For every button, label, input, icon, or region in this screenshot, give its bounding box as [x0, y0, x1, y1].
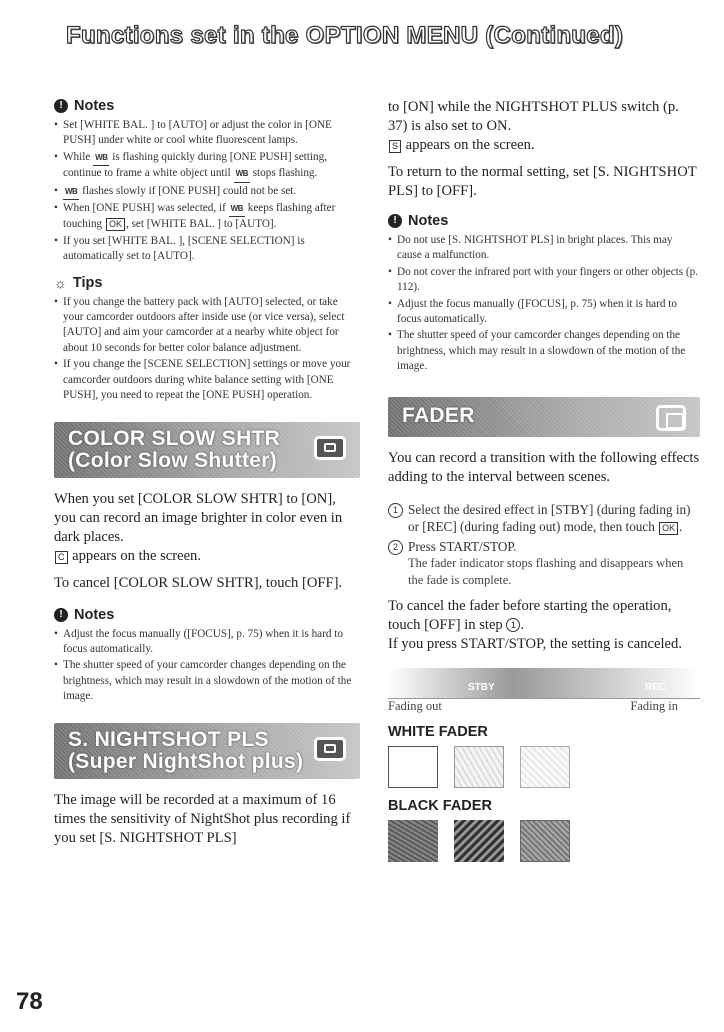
white-fader-title: WHITE FADER	[388, 724, 488, 741]
black-fader-thumb	[388, 820, 438, 862]
black-fader-title: BLACK FADER	[388, 798, 492, 815]
color-slow-shutter-banner: COLOR SLOW SHTR (Color Slow Shutter)	[54, 422, 360, 478]
super-nightshot-indicator-icon: S	[389, 140, 401, 153]
list-item: 2 Press START/STOP. The fader indicator stops flashing and disappears when the fade is complete.	[388, 538, 700, 590]
black-fader-thumbnails	[388, 820, 700, 862]
fader-cancel-startstop: If you press START/STOP, the setting is canceled.	[388, 636, 682, 653]
tips-heading: ☼ Tips	[54, 274, 103, 291]
list-item: • While WB is flashing quickly during [ONE PUSH] setting, continue to frame a white object until WB stops flashing.	[54, 150, 360, 183]
white-balance-icon: WB	[63, 184, 79, 200]
black-fader-thumb	[520, 820, 570, 862]
list-item: • If you set [WHITE BAL. ], [SCENE SELECTION] is automatically set to [AUTO].	[54, 234, 360, 265]
notes-icon: !	[388, 214, 402, 228]
rec-label: REC	[644, 682, 666, 694]
white-balance-icon: WB	[234, 166, 250, 182]
nightshot-description: The image will be recorded at a maximum of 16 times the sensitivity of NightShot plus recording if you set [S. NIGHTSHOT PLS]	[54, 791, 351, 846]
fader-steps	[388, 501, 700, 590]
notes-list	[388, 233, 700, 375]
list-item: • WB flashes slowly if [ONE PUSH] could not be set.	[54, 184, 360, 200]
color-slow-indicator-icon: C	[55, 551, 68, 564]
fading-out-label: Fading out	[388, 699, 442, 714]
page-number: 78	[16, 988, 43, 1015]
tips-list	[54, 295, 360, 404]
white-balance-icon: WB	[229, 201, 245, 217]
ok-button-icon: OK	[659, 522, 678, 535]
white-fader-thumb	[520, 746, 570, 788]
white-fader-thumb	[388, 746, 438, 788]
nightshot-return: To return to the normal setting, set [S. NIGHTSHOT PLS] to [OFF].	[388, 164, 697, 199]
notes-list	[54, 118, 360, 265]
notes-list	[54, 627, 360, 705]
list-item: • If you change the [SCENE SELECTION] settings or move your camcorder outdoors during white balance setting with [ONE PUSH], you need to repeat the [ONE PUSH] operation.	[54, 357, 360, 403]
white-balance-icon: WB	[93, 150, 109, 166]
nightshot-indicator-text: S appears on the screen.	[388, 136, 700, 155]
super-nightshot-banner: S. NIGHTSHOT PLS (Super NightShot plus)	[54, 723, 360, 779]
step-number: 2	[388, 540, 403, 555]
list-item: • Set [WHITE BAL. ] to [AUTO] or adjust the color in [ONE PUSH] under white or cool white fluorescent lamps.	[54, 118, 360, 149]
fader-icon	[656, 405, 686, 431]
fader-cancel: To cancel the fader before starting the operation, touch [OFF] in step 1 .	[388, 598, 672, 634]
white-fader-thumb	[454, 746, 504, 788]
black-fader-thumb	[454, 820, 504, 862]
camera-mode-icon	[314, 436, 346, 460]
step-number: 1	[506, 618, 520, 632]
ok-button-icon: OK	[106, 218, 125, 231]
notes-heading: ! Notes	[388, 213, 700, 229]
list-item: 1 Select the desired effect in [STBY] (during fading in) or [REC] (during fading out) mode, then touch OK .	[388, 501, 700, 536]
fading-in-label: Fading in	[630, 699, 678, 714]
page-header-title: Functions set in the OPTION MENU (Continued)	[66, 22, 624, 49]
nightshot-continued: to [ON] while the NIGHTSHOT PLUS switch (p. 37) is also set to ON.	[388, 99, 679, 134]
camera-mode-icon	[314, 737, 346, 761]
left-column	[54, 98, 360, 856]
step-number: 1	[388, 503, 403, 518]
list-item: • If you change the battery pack with [AUTO] selected, or take your camcorder outdoors after inside use (or vice versa), select [AUTO] and aim your camcorder at a nearby white object for about 10 seconds for better color balance adjustment.	[54, 295, 360, 357]
notes-icon: !	[54, 99, 68, 113]
lightbulb-icon: ☼	[54, 274, 67, 291]
list-item: • Do not cover the infrared port with your fingers or other objects (p. 112).	[388, 265, 700, 296]
stby-label: STBY	[468, 682, 495, 694]
notes-icon: !	[54, 608, 68, 622]
fade-labels	[388, 699, 700, 714]
fade-diagram	[388, 668, 700, 699]
list-item: • Do not use [S. NIGHTSHOT PLS] in bright places. This may cause a malfunction.	[388, 233, 700, 264]
color-slow-cancel: To cancel [COLOR SLOW SHTR], touch [OFF].	[54, 574, 343, 591]
white-fader-thumbnails	[388, 746, 700, 788]
list-item: • The shutter speed of your camcorder changes depending on the brightness, which may result in a slowdown of the motion of the image.	[388, 328, 700, 374]
right-column	[388, 98, 700, 866]
list-item: • When [ONE PUSH] was selected, if WB keeps flashing after touching OK , set [WHITE BAL. ] to [AUTO].	[54, 201, 360, 233]
notes-heading: ! Notes	[54, 607, 360, 623]
fader-banner: FADER	[388, 397, 700, 437]
list-item: • Adjust the focus manually ([FOCUS], p. 75) when it is hard to focus automatically.	[388, 297, 700, 328]
notes-heading: ! Notes	[54, 98, 360, 114]
fader-intro: You can record a transition with the following effects adding to the interval between scenes.	[388, 449, 700, 485]
color-slow-description: When you set [COLOR SLOW SHTR] to [ON], you can record an image brighter in color even in dark places.	[54, 490, 343, 545]
list-item: • Adjust the focus manually ([FOCUS], p. 75) when it is hard to focus automatically.	[54, 627, 360, 658]
color-slow-indicator-text: C appears on the screen.	[54, 547, 360, 566]
list-item: • The shutter speed of your camcorder changes depending on the brightness, which may result in a slowdown of the motion of the image.	[54, 658, 360, 704]
